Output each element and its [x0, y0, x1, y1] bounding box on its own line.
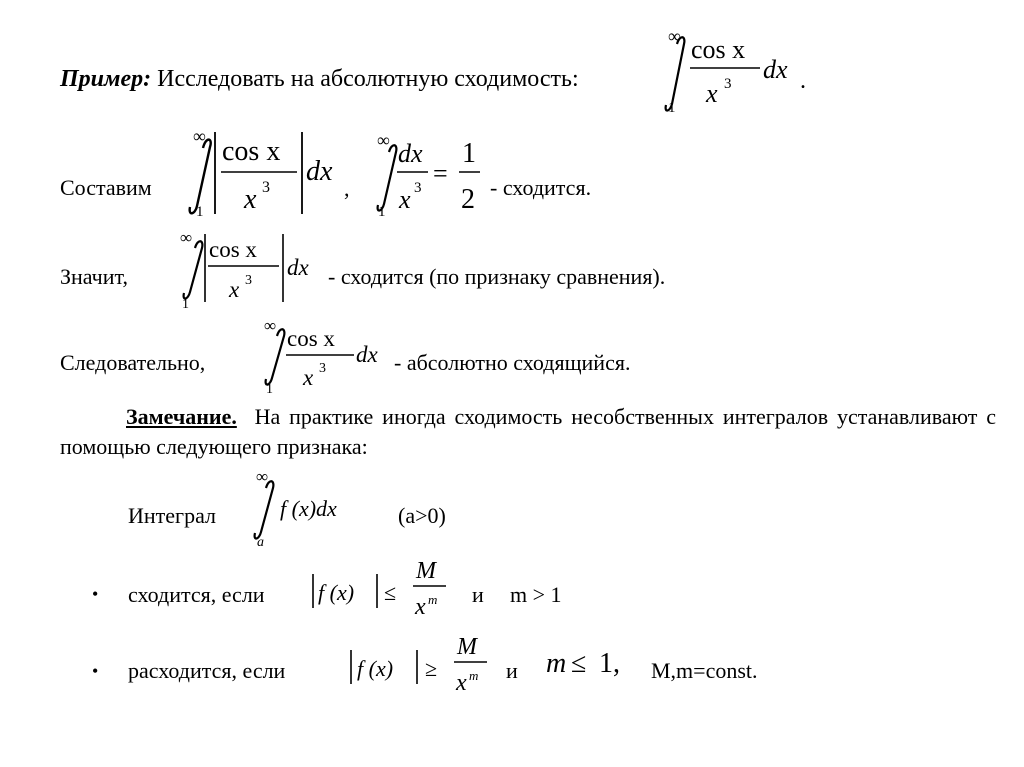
end-dot: .: [800, 68, 806, 94]
fraction-denominator: x: [303, 365, 314, 390]
relation: ≤: [384, 580, 397, 605]
bullet-1-condition: m > 1: [510, 582, 562, 607]
integral-upper: ∞: [668, 26, 681, 46]
lhs: f (x): [357, 656, 394, 681]
differential: dx: [763, 55, 788, 84]
fraction-exponent-2: 3: [414, 180, 422, 196]
relation: ≥: [425, 656, 438, 681]
bullet-1-and: и: [472, 582, 484, 607]
consequently-result: - абсолютно сходящийся.: [394, 350, 631, 375]
integral-def-label: Интеграл: [128, 503, 216, 528]
integral-lower-1: 1: [196, 204, 204, 220]
fraction-exponent: 3: [319, 361, 326, 376]
integral-lower: 1: [668, 100, 676, 116]
fraction-numerator: cos x: [691, 35, 746, 64]
fraction-denominator-1: x: [244, 184, 257, 215]
compose-result: - сходится.: [490, 175, 592, 200]
therefore-result: - сходится (по признаку сравнения).: [328, 264, 666, 289]
bullet-2-label: расходится, если: [128, 658, 286, 683]
bullet-icon: •: [92, 584, 99, 604]
consequently-label: Следовательно,: [60, 350, 206, 375]
integral-upper: ∞: [256, 467, 269, 486]
result-denominator: 2: [461, 184, 475, 215]
example-text: Исследовать на абсолютную сходимость:: [157, 66, 579, 92]
remark-text: На практике иногда сходимость несобственных интегралов устанавливают с помощью следующего признака:: [60, 404, 997, 459]
integral-upper: ∞: [264, 316, 277, 335]
fraction-exponent: m: [428, 592, 438, 607]
integral-lower-2: 1: [378, 204, 386, 220]
fraction-exponent: m: [469, 668, 479, 683]
bullet-1-label: сходится, если: [128, 582, 265, 607]
fraction-numerator: M: [416, 558, 436, 584]
integral-lower: a: [257, 535, 264, 550]
bullet-2-note: M,m=const.: [651, 658, 758, 683]
condition-relation: ≤: [571, 648, 587, 679]
therefore-label: Значит,: [60, 264, 128, 289]
lhs: f (x): [318, 580, 355, 605]
fraction-numerator: cos x: [209, 237, 257, 262]
fraction-numerator: cos x: [287, 326, 335, 351]
condition-m: m: [546, 648, 567, 679]
integral-upper: ∞: [180, 228, 193, 247]
fraction-numerator-2: dx: [398, 139, 423, 168]
remark-title: Замечание.: [126, 404, 237, 429]
fraction-denominator: x: [456, 670, 467, 696]
fraction-numerator: M: [457, 634, 477, 660]
fraction-denominator: x: [706, 79, 718, 108]
differential-1: dx: [306, 156, 333, 187]
comma: ,: [344, 176, 350, 201]
fraction-denominator: x: [415, 594, 426, 620]
fraction-exponent-1: 3: [262, 179, 270, 196]
fraction-exponent: 3: [245, 273, 252, 288]
integral-lower: 1: [266, 382, 273, 397]
compose-label: Составим: [60, 175, 152, 200]
fraction-exponent: 3: [724, 76, 732, 92]
example-label: Пример:: [60, 66, 152, 92]
fraction-denominator-2: x: [399, 185, 411, 214]
differential: dx: [287, 255, 309, 280]
fraction-numerator-1: cos x: [222, 136, 281, 167]
integral-def-condition: (a>0): [398, 503, 446, 528]
integrand: f (x)dx: [280, 496, 337, 521]
bullet-icon: •: [92, 661, 99, 681]
fraction-denominator: x: [229, 277, 240, 302]
differential: dx: [356, 342, 378, 367]
integral-upper-2: ∞: [377, 130, 390, 150]
integral-upper-1: ∞: [193, 126, 206, 146]
integral-lower: 1: [182, 297, 189, 312]
equals-sign: =: [433, 159, 448, 188]
result-numerator: 1: [462, 138, 476, 169]
condition-value: 1,: [599, 648, 620, 679]
bullet-2-and: и: [506, 658, 518, 683]
